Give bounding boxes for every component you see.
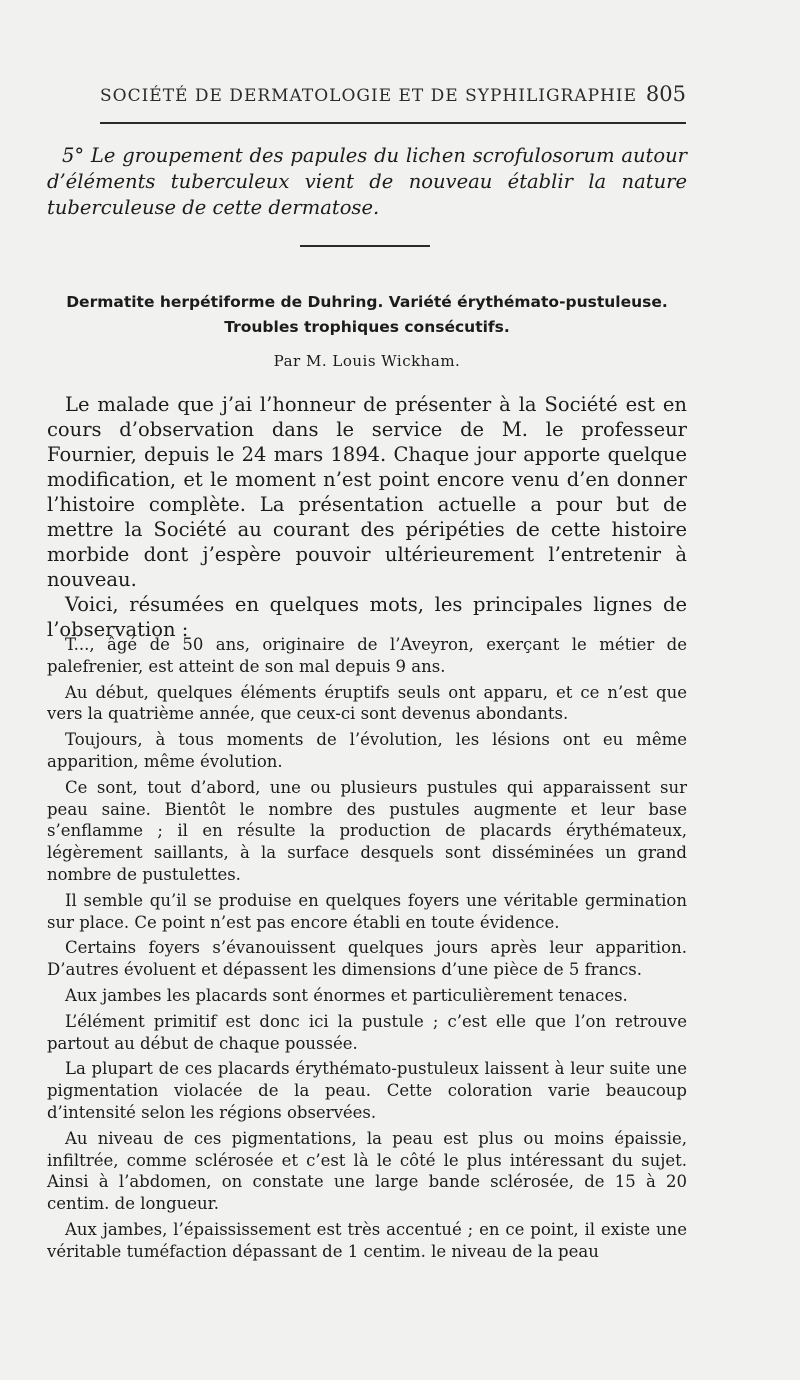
paragraph: Au début, quelques éléments éruptifs seuls ont apparu, et ce n’est que vers la quatrième année, que ceux-ci sont devenus abondants. — [47, 682, 687, 724]
paragraph: Aux jambes, l’épaississement est très accentué ; en ce point, il existe une véritable tuméfaction dépassant de 1 centim. le niveau de la peau — [47, 1219, 687, 1261]
header-rule — [100, 122, 686, 124]
running-header — [100, 82, 686, 114]
intro-paragraph: 5° Le groupement des papules du lichen scrofulosorum autour d’éléments tuberculeux vient de nouveau établir la nature tuberculeuse de cette dermatose. — [47, 144, 687, 219]
paragraph: Ce sont, tout d’abord, une ou plusieurs pustules qui apparaissent sur peau saine. Bientôt le nombre des pustules augmente et leur base s’enflamme ; il en résulte la production de placards érythémateux, légèrement saillants, à la surface desquels sont disséminées un grand nombre de pustulettes. — [47, 777, 687, 884]
paragraph: Le malade que j’ai l’honneur de présenter à la Société est en cours d’observation dans le service de M. le professeur Fournier, depuis le 24 mars 1894. Chaque jour apporte quelque modification, et le moment n’est point encore venu d’en donner l’histoire complète. La présentation actuelle a pour but de mettre la Société au courant des péripéties de cette histoire morbide dont j’espère pouvoir ultérieurement l’entretenir à nouveau. — [47, 393, 687, 591]
paragraph: Voici, résumées en quelques mots, les principales lignes de l’observation : — [47, 593, 687, 641]
section-title-line-2: Troubles trophiques consécutifs. — [224, 318, 510, 336]
paragraph: Certains foyers s’évanouissent quelques jours après leur apparition. D’autres évoluent et dépassent les dimensions d’une pièce de 5 francs. — [47, 938, 687, 980]
paragraph: Au niveau de ces pigmentations, la peau est plus ou moins épaissie, infiltrée, comme sclérosée et c’est là le côté le plus intéressant du sujet. Ainsi à l’abdomen, on constate une large bande sclérosée, de 15 à 20 centim. de longueur. — [47, 1128, 687, 1214]
author-byline: Par M. Louis Wickham. — [273, 352, 461, 370]
paragraph: T..., âgé de 50 ans, originaire de l’Aveyron, exerçant le métier de palefrenier, est atteint de son mal depuis 9 ans. — [47, 635, 687, 676]
body-text-large — [47, 392, 687, 642]
paragraph: La plupart de ces placards érythémato-pustuleux laissent à leur suite une pigmentation violacée de la peau. Cette coloration varie beaucoup d’intensité selon les régions observées. — [47, 1059, 687, 1122]
section-title — [47, 290, 687, 340]
paragraph: Toujours, à tous moments de l’évolution, les lésions ont eu même apparition, même évolution. — [47, 730, 687, 771]
paragraph: Il semble qu’il se produise en quelques foyers une véritable germination sur place. Ce point n’est pas encore établi en toute évidence. — [47, 890, 687, 932]
paragraph: L’élément primitif est donc ici la pustule ; c’est elle que l’on retrouve partout au début de chaque poussée. — [47, 1011, 687, 1053]
section-title-line-1: Dermatite herpétiforme de Duhring. Variété érythémato-pustuleuse. — [66, 293, 668, 311]
section-divider — [300, 245, 430, 247]
body-text-small — [47, 634, 687, 1267]
page-number: 805 — [645, 82, 686, 106]
running-title: SOCIÉTÉ DE DERMATOLOGIE ET DE SYPHILIGRAPHIE — [100, 86, 638, 106]
paragraph: Aux jambes les placards sont énormes et particulièrement tenaces. — [65, 985, 628, 1005]
